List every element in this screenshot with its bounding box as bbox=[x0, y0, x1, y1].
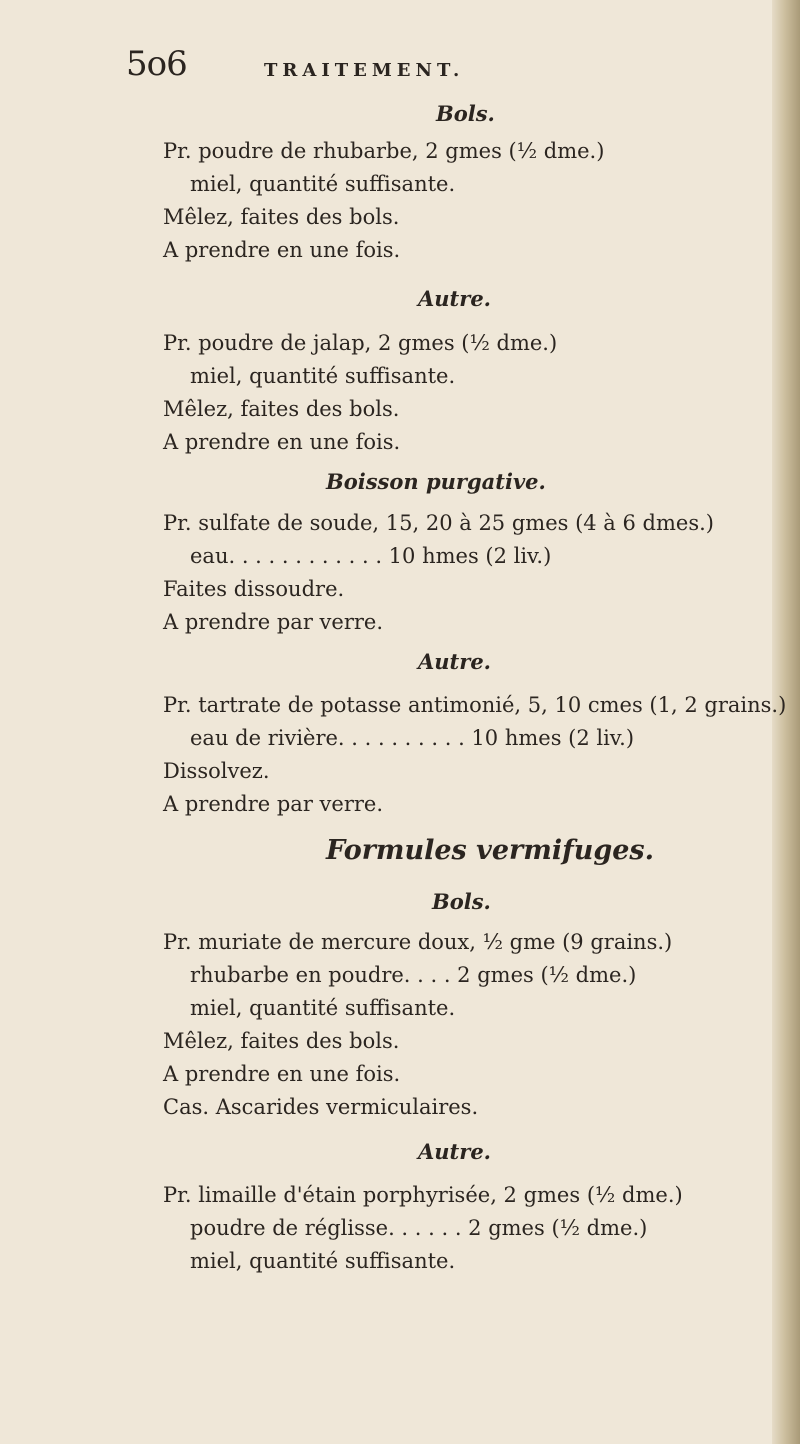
text-line: Pr. muriate de mercure doux, ½ gme (9 grains.) bbox=[163, 930, 673, 954]
text-line: A prendre en une fois. bbox=[163, 238, 401, 262]
section-heading: Autre. bbox=[418, 286, 491, 311]
page-number: 5o6 bbox=[126, 44, 187, 84]
text-line: A prendre en une fois. bbox=[163, 1062, 401, 1086]
text-line: Pr. poudre de jalap, 2 gmes (½ dme.) bbox=[163, 331, 558, 355]
text-line: A prendre par verre. bbox=[163, 610, 384, 634]
section-heading: Autre. bbox=[418, 649, 491, 674]
text-line: Mêlez, faites des bols. bbox=[163, 397, 400, 421]
text-line: eau. . . . . . . . . . . . 10 hmes (2 liv.) bbox=[190, 544, 552, 568]
text-line: eau de rivière. . . . . . . . . . 10 hmes (2 liv.) bbox=[190, 726, 635, 750]
text-line: Faites dissoudre. bbox=[163, 577, 345, 601]
text-line: miel, quantité suffisante. bbox=[190, 996, 456, 1020]
section-heading: Boisson purgative. bbox=[326, 469, 546, 494]
chapter-heading: Formules vermifuges. bbox=[326, 835, 654, 866]
text-line: Pr. tartrate de potasse antimonié, 5, 10 cmes (1, 2 grains.) bbox=[163, 693, 787, 717]
text-line: Mêlez, faites des bols. bbox=[163, 1029, 400, 1053]
text-line: Mêlez, faites des bols. bbox=[163, 205, 400, 229]
section-heading: Autre. bbox=[418, 1139, 491, 1164]
text-line: miel, quantité suffisante. bbox=[190, 364, 456, 388]
text-line: rhubarbe en poudre. . . . 2 gmes (½ dme.) bbox=[190, 963, 637, 987]
running-title: TRAITEMENT. bbox=[264, 60, 465, 81]
text-line: Pr. poudre de rhubarbe, 2 gmes (½ dme.) bbox=[163, 139, 605, 163]
text-line: Cas. Ascarides vermiculaires. bbox=[163, 1095, 479, 1119]
section-heading: Bols. bbox=[432, 889, 491, 914]
text-line: A prendre par verre. bbox=[163, 792, 384, 816]
text-line: Dissolvez. bbox=[163, 759, 270, 783]
text-line: miel, quantité suffisante. bbox=[190, 1249, 456, 1273]
text-line: A prendre en une fois. bbox=[163, 430, 401, 454]
page-edge-shadow bbox=[772, 0, 800, 1444]
text-line: Pr. limaille d'étain porphyrisée, 2 gmes (½ dme.) bbox=[163, 1183, 683, 1207]
text-line: Pr. sulfate de soude, 15, 20 à 25 gmes (4 à 6 dmes.) bbox=[163, 511, 714, 535]
page-header bbox=[126, 44, 686, 84]
text-line: miel, quantité suffisante. bbox=[190, 172, 456, 196]
section-heading: Bols. bbox=[436, 101, 495, 126]
text-line: poudre de réglisse. . . . . . 2 gmes (½ dme.) bbox=[190, 1216, 648, 1240]
